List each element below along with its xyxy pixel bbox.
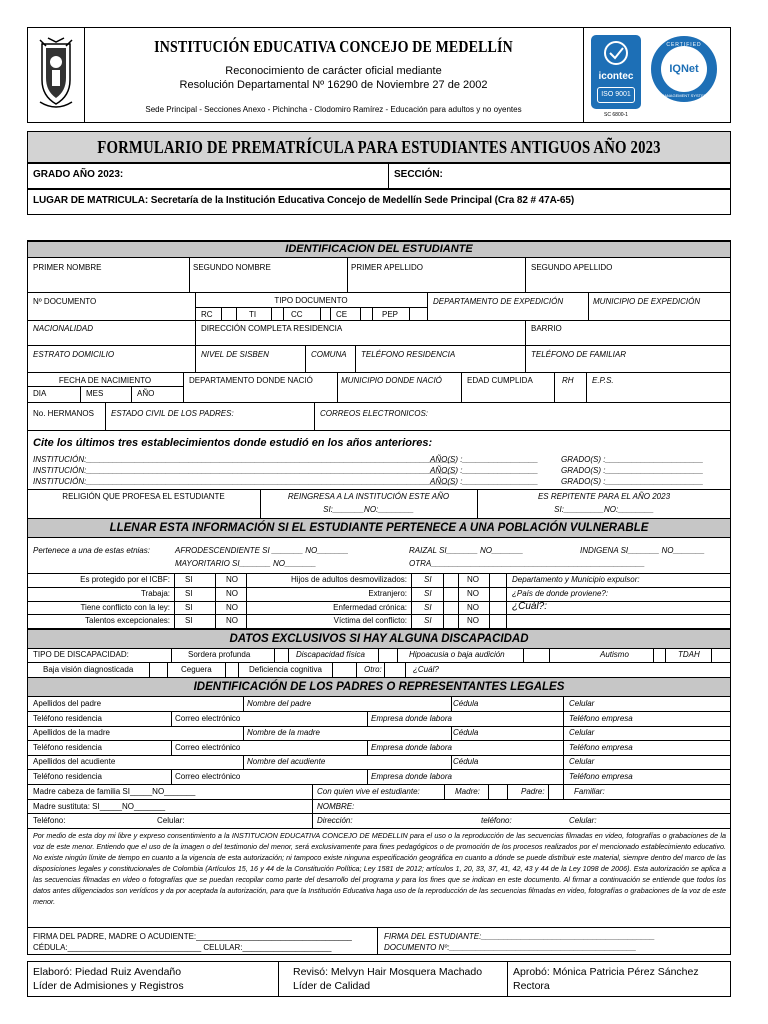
col-line [563, 784, 564, 799]
vulnerable-title: LLENAR ESTA INFORMACIÓN SI EL ESTUDIANTE PERTENECE A UNA POBLACIÓN VULNERABLE [27, 518, 731, 538]
inst-line-3[interactable]: INSTITUCIÓN:___________________________________________________________________________________ [33, 477, 456, 486]
no-option[interactable]: NO [226, 616, 238, 625]
cert-code: SC 6800-1 [604, 112, 628, 118]
col-line [314, 402, 315, 430]
col-line [355, 345, 356, 372]
col-line [563, 755, 564, 769]
col-line [427, 292, 428, 320]
nombre-label: NOMBRE: [317, 802, 355, 811]
row-line [195, 307, 427, 308]
nom-acud-label: Nombre del acudiente [247, 757, 326, 766]
expulsor-label: Departamento y Municipio expulsor: [512, 575, 640, 584]
col-line [305, 345, 306, 372]
col-line [367, 769, 368, 784]
col-line [80, 386, 81, 402]
aprobo-label: Aprobó: Mónica Patricia Pérez Sánchez [513, 966, 699, 978]
icontec-label: icontec [598, 71, 634, 82]
etnias-label: Pertenece a una de estas etnias: [33, 546, 150, 555]
nacionalidad-label: NACIONALIDAD [33, 324, 94, 333]
reviso-label: Revisó: Melvyn Hair Mosquera Machado [293, 966, 483, 978]
sisben-label: NIVEL DE SISBEN [201, 350, 269, 359]
row-line [27, 696, 731, 697]
col-line [131, 386, 132, 402]
doc-type-sep [236, 307, 237, 320]
col-line [288, 648, 289, 662]
repitente-opts[interactable]: SI:_________NO:________ [554, 505, 654, 514]
col-line [274, 648, 275, 662]
doc-type-sep [360, 307, 361, 320]
correo-padre-label: Correo electrónico [175, 714, 241, 723]
recognition-text: Reconocimiento de carácter oficial mediante [225, 65, 442, 77]
col-line [171, 740, 172, 755]
correos-label: CORREOS ELECTRONICOS: [320, 409, 429, 418]
conflicto-ley-label: Tiene conflicto con la ley: [80, 603, 170, 612]
talentos-label: Talentos excepcionales: [85, 616, 170, 625]
raizal-option[interactable]: RAIZAL SI_______ NO_______ [409, 546, 524, 555]
no-option[interactable]: NO [467, 589, 479, 598]
col-line [451, 696, 452, 711]
col-line [523, 648, 524, 662]
col-line [367, 740, 368, 755]
doc-type-sep [283, 307, 284, 320]
mayoritario-option[interactable]: MAYORITARIO SI_______ NO_______ [175, 559, 317, 568]
no-option[interactable]: NO [226, 603, 238, 612]
padre-option[interactable]: Padre: [521, 787, 545, 796]
icontec-symbol-icon [591, 35, 641, 69]
cedula-label: Cédula [453, 728, 479, 737]
si-option[interactable]: SI [424, 589, 432, 598]
elaboro-label: Elaboró: Piedad Ruiz Avendaño [33, 966, 182, 978]
fisica-option[interactable]: Discapacidad física [296, 650, 365, 659]
depto-nac-label: DEPARTAMENTO DONDE NACIÓ [189, 376, 313, 385]
ap-madre-label: Apellidos de la madre [33, 728, 110, 737]
institution-title: INSTITUCIÓN EDUCATIVA CONCEJO DE MEDELLÍN [154, 37, 513, 56]
hermanos-label: No. HERMANOS [33, 409, 94, 418]
col-line [347, 257, 348, 292]
form-title: FORMULARIO DE PREMATRÍCULA PARA ESTUDIANTES ANTIGUOS AÑO 2023 [97, 137, 661, 157]
si-option[interactable]: SI [424, 616, 432, 625]
row-line [27, 769, 731, 770]
row-line [27, 601, 731, 602]
grado-line-3[interactable]: GRADO(S) :______________________ [561, 477, 704, 486]
cedula-field[interactable]: CÉDULA:______________________________ CELULAR:____________________ [33, 943, 332, 952]
religion-label: RELIGIÓN QUE PROFESA EL ESTUDIANTE [62, 492, 225, 501]
col-line [195, 320, 196, 345]
col-line [525, 257, 526, 292]
cabeza-familia[interactable]: Madre cabeza de familia SI_____NO_______ [33, 787, 196, 796]
row-line [27, 813, 731, 814]
depto-exp-label: DEPARTAMENTO DE EXPEDICIÓN [433, 297, 564, 306]
row-line [27, 927, 731, 928]
col-line [183, 372, 184, 402]
col-line [215, 573, 216, 628]
col-line [171, 648, 172, 662]
row-line [27, 386, 183, 387]
row-line [27, 755, 731, 756]
doc-type-pep[interactable]: PEP [382, 310, 399, 319]
iso-label: ISO 9001 [597, 87, 635, 103]
col-line [489, 573, 490, 628]
direccion-label: DIRECCIÓN COMPLETA RESIDENCIA [201, 324, 343, 333]
col-line [554, 372, 555, 402]
col-line [443, 573, 444, 628]
si-option[interactable]: SI [424, 603, 432, 612]
col-line [563, 769, 564, 784]
coat-of-arms-logo [36, 36, 76, 112]
celular-label: Celular [569, 699, 595, 708]
resolution-text: Resolución Departamental Nº 16290 de Noviembre 27 de 2002 [179, 79, 488, 91]
row-line [27, 828, 731, 829]
familiar-option[interactable]: Familiar: [574, 787, 605, 796]
col-line [356, 662, 357, 677]
col-line [149, 662, 150, 677]
reingresa-opts[interactable]: SI:_______NO:________ [323, 505, 414, 514]
cedula-label: Cédula [453, 699, 479, 708]
ceguera-option[interactable]: Ceguera [181, 665, 212, 674]
cual-label: ¿Cuál?: [512, 601, 548, 612]
no-option[interactable]: NO [467, 603, 479, 612]
desmovilizados-label: Hijos de adultos desmovilizados: [290, 575, 407, 584]
col-line [451, 726, 452, 740]
eps-label: E.P.S. [592, 376, 614, 385]
iqnet-label: IQNet [669, 63, 699, 75]
comuna-label: COMUNA [311, 350, 347, 359]
row-line [27, 345, 731, 346]
ap-acud-label: Apellidos del acudiente [33, 757, 116, 766]
col-line [174, 573, 175, 628]
col-line [444, 784, 445, 799]
si-option[interactable]: SI [424, 575, 432, 584]
pais-label: ¿País de donde proviene?: [512, 589, 609, 598]
tel-res-madre-label: Teléfono residencia [33, 743, 102, 752]
col-line [243, 696, 244, 711]
doc-type-sep [372, 307, 373, 320]
parents-title: IDENTIFICACIÓN DE LOS PADRES O REPRESENTANTES LEGALES [27, 677, 731, 697]
col-line [506, 573, 507, 628]
no-option[interactable]: NO [467, 575, 479, 584]
doc-type-ce[interactable]: CE [336, 310, 348, 319]
student-title: IDENTIFICACION DEL ESTUDIANTE [27, 241, 731, 258]
cedula-label: Cédula [453, 757, 479, 766]
tel-fam-label: TELÉFONO DE FAMILIAR [531, 350, 626, 359]
correo-madre-label: Correo electrónico [175, 743, 241, 752]
reingresa-label: REINGRESA A LA INSTITUCIÓN ESTE AÑO [287, 492, 450, 501]
col-line [458, 573, 459, 628]
row-line [27, 402, 731, 403]
si-option[interactable]: SI [185, 616, 193, 625]
certified-label: CERTIFIED [666, 42, 702, 48]
row-line [27, 587, 731, 588]
primer-apellido-label: PRIMER APELLIDO [351, 263, 424, 272]
col-line [411, 573, 412, 628]
estrato-label: ESTRATO DOMICILIO [33, 350, 115, 359]
iqnet-logo [651, 36, 717, 102]
enfermedad-label: Enfermedad crónica: [333, 603, 407, 612]
mes-label: MES [86, 389, 104, 398]
si-option[interactable]: SI [185, 589, 193, 598]
elaboro-role: Líder de Admisiones y Registros [33, 980, 184, 992]
col-line [397, 648, 398, 662]
cual-disability: ¿Cuál? [413, 665, 439, 674]
rh-label: RH [562, 376, 574, 385]
row-line [27, 662, 731, 663]
ap-padre-label: Apellidos del padre [33, 699, 102, 708]
extranjero-label: Extranjero: [368, 589, 407, 598]
segundo-apellido-label: SEGUNDO APELLIDO [531, 263, 613, 272]
celular2-label: Celular: [157, 816, 185, 825]
col-line [278, 962, 279, 996]
row-line [27, 740, 731, 741]
otro-option[interactable]: Otro: [364, 665, 382, 674]
madre-sustituta[interactable]: Madre sustituta: SI_____NO_______ [33, 802, 166, 811]
tel-res-padre-label: Teléfono residencia [33, 714, 102, 723]
col-line [563, 696, 564, 711]
autismo-option[interactable]: Autismo [600, 650, 629, 659]
row-line [27, 292, 731, 293]
col-line [337, 372, 338, 402]
col-line [488, 784, 489, 799]
col-line [563, 711, 564, 726]
vive-label: Con quien vive el estudiante: [317, 787, 420, 796]
doc-type-ti[interactable]: TI [249, 310, 257, 319]
afro-option[interactable]: AFRODESCENDIENTE SI _______ NO_______ [175, 546, 349, 555]
otra-option[interactable]: OTRA________________________________________________ [409, 559, 645, 568]
si-option[interactable]: SI [185, 575, 193, 584]
col-line [377, 927, 378, 955]
repitente-label: ES REPITENTE PARA EL AÑO 2023 [537, 492, 671, 501]
col-line [243, 755, 244, 769]
row-line [27, 784, 731, 785]
grado-divider [388, 164, 389, 188]
col-line [367, 711, 368, 726]
doc-type-rc[interactable]: RC [201, 310, 213, 319]
estado-civil-label: ESTADO CIVIL DE LOS PADRES: [111, 409, 234, 418]
ano-line-2[interactable]: AÑO(S) :_________________ [430, 466, 539, 475]
doc-type-cc[interactable]: CC [291, 310, 303, 319]
telefono-label: Teléfono: [33, 816, 66, 825]
col-line [243, 726, 244, 740]
col-line [105, 402, 106, 430]
no-option[interactable]: NO [226, 575, 238, 584]
row-line [27, 489, 731, 490]
col-line [461, 372, 462, 402]
grado-line-1[interactable]: GRADO(S) :______________________ [561, 455, 704, 464]
doc-type-sep [221, 307, 222, 320]
grado-line-2[interactable]: GRADO(S) :______________________ [561, 466, 704, 475]
inst-line-1[interactable]: INSTITUCIÓN:___________________________________________________________________________________ [33, 455, 456, 464]
col-line [405, 662, 406, 677]
col-line [507, 962, 508, 996]
col-line [384, 662, 385, 677]
tel-emp-acud-label: Teléfono empresa [569, 772, 633, 781]
col-line [378, 648, 379, 662]
col-line [653, 648, 654, 662]
ano-line-3[interactable]: AÑO(S) :_________________ [430, 477, 539, 486]
col-line [563, 726, 564, 740]
col-line [507, 784, 508, 799]
reviso-role: Líder de Calidad [293, 980, 371, 992]
col-line [167, 662, 168, 677]
ano-line-1[interactable]: AÑO(S) :_________________ [430, 455, 539, 464]
tipo-discapacidad-label: TIPO DE DISCAPACIDAD: [33, 650, 129, 659]
icontec-logo [591, 35, 641, 109]
col-line [549, 648, 550, 662]
inst-line-2[interactable]: INSTITUCIÓN:___________________________________________________________________________________ [33, 466, 456, 475]
row-line [27, 726, 731, 727]
trabaja-label: Trabaja: [140, 589, 170, 598]
empresa-acud-label: Empresa donde labora [371, 772, 452, 781]
correo-acud-label: Correo electrónico [175, 772, 241, 781]
nom-padre-label: Nombre del padre [247, 699, 312, 708]
row-line [27, 372, 731, 373]
firma-estudiante-field[interactable]: FIRMA DEL ESTUDIANTE:_______________________________________ [384, 932, 655, 941]
doc-type-sep [409, 307, 410, 320]
barrio-label: BARRIO [531, 324, 562, 333]
ano-label: AÑO [137, 389, 155, 398]
tipo-doc-label: TIPO DOCUMENTO [274, 296, 348, 305]
col-line [171, 711, 172, 726]
icbf-label: Es protegido por el ICBF: [80, 575, 170, 584]
direccion-label: Dirección: [317, 816, 353, 825]
tel-res-acud-label: Teléfono residencia [33, 772, 102, 781]
row-line [27, 799, 731, 800]
cite-label: Cite los últimos tres establecimientos donde estudió en los años anteriores: [33, 437, 433, 449]
empresa-padre-label: Empresa donde labora [371, 714, 452, 723]
col-line [563, 740, 564, 755]
col-line [238, 662, 239, 677]
col-line [586, 372, 587, 402]
victima-label: Víctima del conflicto: [333, 616, 407, 625]
col-line [588, 292, 589, 320]
cognitiva-option[interactable]: Deficiencia cognitiva [249, 665, 322, 674]
fecha-nac-label: FECHA DE NACIMIENTO [58, 376, 152, 385]
aprobo-role: Rectora [513, 980, 550, 992]
lugar-label: LUGAR DE MATRICULA: Secretaría de la Institución Educativa Concejo de Medellín Sede Principal (Cra 82 # 47A-65) [33, 195, 575, 206]
no-option[interactable]: NO [226, 589, 238, 598]
muni-exp-label: MUNICIPIO DE EXPEDICIÓN [593, 297, 701, 306]
row-line [27, 648, 731, 649]
grado-row [27, 163, 731, 189]
col-line [332, 662, 333, 677]
row-line [27, 711, 731, 712]
documento-label: Nº DOCUMENTO [33, 297, 97, 306]
madre-option[interactable]: Madre: [455, 787, 480, 796]
doc-type-sep [330, 307, 331, 320]
tdah-option[interactable]: TDAH [678, 650, 700, 659]
no-option[interactable]: NO [467, 616, 479, 625]
dia-label: DIA [33, 389, 47, 398]
tel-res-label: TELÉFONO RESIDENCIA [361, 350, 456, 359]
sordera-option[interactable]: Sordera profunda [188, 650, 251, 659]
header-divider [84, 28, 85, 122]
tel-emp-padre-label: Teléfono empresa [569, 714, 633, 723]
col-line [525, 320, 526, 345]
disability-title: DATOS EXCLUSIVOS SI HAY ALGUNA DISCAPACIDAD [27, 629, 731, 649]
celular3-label: Celular: [569, 816, 597, 825]
col-line [525, 345, 526, 372]
documento-field[interactable]: DOCUMENTO Nº:__________________________________________ [384, 943, 637, 952]
col-line [312, 813, 313, 828]
header-divider [583, 28, 584, 122]
muni-nac-label: MUNICIPIO DONDE NACIÓ [341, 376, 442, 385]
celular-label: Celular [569, 757, 595, 766]
doc-type-sep [271, 307, 272, 320]
row-line [27, 614, 731, 615]
doc-type-sep [320, 307, 321, 320]
segundo-nombre-label: SEGUNDO NOMBRE [193, 263, 271, 272]
tel-emp-madre-label: Teléfono empresa [569, 743, 633, 752]
nom-madre-label: Nombre de la madre [247, 728, 320, 737]
col-line [548, 784, 549, 799]
baja-vision-option[interactable]: Baja visión diagnosticada [43, 665, 134, 674]
edad-label: EDAD CUMPLIDA [467, 376, 533, 385]
col-line [711, 648, 712, 662]
consent-text: Por medio de esta doy mi libre y expreso consentimiento a la INSTITUCION EDUCATIVA CONCEJO DE MEDELLIN para el uso o la reproducción de las secuencias filmadas en video, fotografías o grabaciones de la voz de este menor. Entiendo que el uso de la imagen o del testimonio del menor, será exclusivamente para fines pedagógicos o de promoción de los procesos realizados por el mencionado establecimiento educativo. No existe ningún límite de tiempo en cuanto a la vigencia de esta autorización; ni tampoco existe ninguna especificación geográfica en cuanto a dónde se puede distribuir este material, siempre dentro del marco de las disposiciones legales y constitucionales de Colombia (Artículos 15, 16 y 44 de la Constitución Política; Ley 1581 de 2012; artículos 1, 20, 33, 37, 41, 42, 43 y 44 de la Ley 1098 de 2006). Esta autorización se aplica a las secuencias filmadas en video o fotografías que se puedan recopilar como parte del desarrollo del programa y para los fines que se indican en este documento. Al firmar a continuación se entiende que todos los datos antes diligenciados son verídicos y da por aceptada la autorización, para que la Institución Educativa haga uso de la reproducción de las secuencias filmadas en video, fotografías o grabaciones de la voz de este menor. [33, 831, 726, 906]
celular-label: Celular [569, 728, 595, 737]
indigena-option[interactable]: INDIGENA SI_______ NO_______ [580, 546, 705, 555]
firma-padre-field[interactable]: FIRMA DEL PADRE, MADRE O ACUDIENTE:___________________________________ [33, 932, 352, 941]
row-line [27, 320, 731, 321]
sedes-text: Sede Principal - Secciones Anexo - Pichincha - Clodomiro Ramírez - Educación para adultos y no oyentes [145, 105, 522, 114]
row-line [27, 573, 731, 574]
row-line [27, 430, 731, 431]
col-line [451, 755, 452, 769]
mgmt-label: MANAGEMENT SYSTEM [660, 93, 708, 98]
empresa-madre-label: Empresa donde labora [371, 743, 452, 752]
grado-label: GRADO AÑO 2023: [33, 169, 124, 180]
col-line [225, 662, 226, 677]
col-line [189, 257, 190, 292]
telefono2-label: teléfono: [481, 816, 512, 825]
col-line [665, 648, 666, 662]
col-line [312, 784, 313, 813]
primer-nombre-label: PRIMER NOMBRE [33, 263, 102, 272]
hipoacusia-option[interactable]: Hipoacusia o baja audición [409, 650, 505, 659]
col-line [195, 345, 196, 372]
seccion-label: SECCIÓN: [394, 169, 443, 180]
col-line [171, 769, 172, 784]
si-option[interactable]: SI [185, 603, 193, 612]
